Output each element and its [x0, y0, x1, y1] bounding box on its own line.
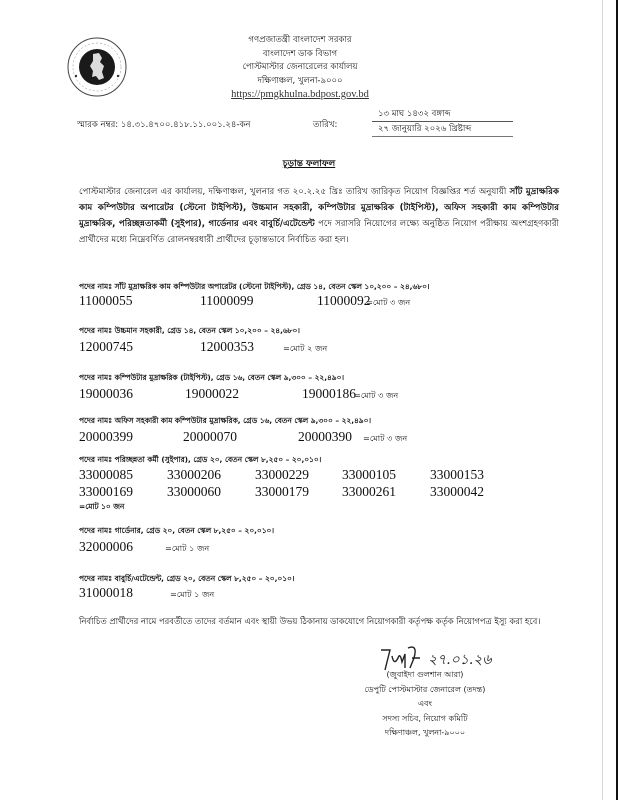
memo-reference: স্মারক নম্বর: ১৪.৩১.৪৭০০.৪১৮.১১.০০১.২৪-কন	[77, 120, 251, 130]
roll-number: 19000036	[79, 386, 133, 401]
roll-number: 19000186	[302, 386, 356, 401]
roll-number: 31000018	[79, 585, 133, 600]
letterhead-line-office: পোস্টমাস্টার জেনারেলের কার্যালয়	[242, 62, 358, 72]
roll-number: 12000745	[79, 339, 133, 354]
roll-number: 33000105	[342, 467, 396, 482]
roll-number: 12000353	[200, 339, 254, 354]
post-heading-office-assistant: পদের নামঃ অফিস সহকারী কাম কম্পিউটার মুদ্রাক্ষরিক, গ্রেড ১৬, বেতন স্কেল ৯,৩০০ – ২২,৪৯০।	[79, 416, 372, 425]
post-total: =মোট ১ জন	[165, 543, 210, 553]
signature-block	[340, 668, 510, 741]
intro-text-2: পদে সরাসরি নিয়োগের লক্ষ্যে অনুষ্ঠিত নিয়োগ পরীক্ষায় অংশগ্রহণকারী প্রার্থীদের মধ্যে নিম্নেবর্ণিত রোলনম্বরধারী প্রার্থীদের চূড়ান্তভাবে নির্বাচিত করা হল।	[79, 219, 560, 245]
roll-number: 11000099	[200, 293, 254, 308]
title-text: চূড়ান্ত ফলাফল	[282, 159, 336, 169]
roll-number: 33000169	[79, 484, 133, 499]
post-heading-sweeper: পদের নামঃ পরিচ্ছন্নতা কর্মী (সুইপার), গ্রেড ২০, বেতন স্কেল ৮,২৫০ – ২০,০১০।	[79, 455, 322, 464]
roll-number: 33000085	[79, 467, 133, 482]
government-seal-icon	[66, 36, 128, 98]
roll-number: 33000179	[255, 484, 309, 499]
document-title	[0, 156, 618, 171]
roll-number: 33000060	[167, 484, 221, 499]
roll-number: 11000055	[79, 293, 133, 308]
letterhead-line-government: গণপ্রজাতন্ত্রী বাংলাদেশ সরকার	[248, 35, 352, 45]
website-link[interactable]: https://pmgkhulna.bdpost.gov.bd	[231, 89, 369, 100]
roll-number: 19000022	[185, 386, 239, 401]
roll-number: 32000006	[79, 539, 133, 554]
post-heading-upper-assistant: পদের নামঃ উচ্চমান সহকারী, গ্রেড ১৪, বেতন স্কেল ১০,২০০ – ২৪,৬৮০।	[79, 326, 300, 335]
closing-paragraph: নির্বাচিত প্রার্থীদের নামে পরবর্তীতে তাদের বর্তমান এবং স্থায়ী উভয় ঠিকানায় ডাকযোগে নিয়োগকারী কর্তৃপক্ষ কর্তৃক নিয়োগপত্র ইস্যু করা হবে।	[79, 616, 541, 626]
roll-number: 33000229	[255, 467, 309, 482]
letterhead	[150, 34, 450, 102]
post-heading-typist: পদের নামঃ কম্পিউটার মুদ্রাক্ষরিক (টাইপিস্ট), গ্রেড ১৬, বেতন স্কেল ৯,৩০০ – ২২,৪৯০।	[79, 373, 345, 382]
signature-date: ২৭.০১.২৬	[428, 652, 492, 668]
roll-number: 33000261	[342, 484, 396, 499]
page-edge-line	[602, 0, 603, 800]
post-total: =মোট ৩ জন	[354, 390, 399, 400]
post-heading-gardener: পদের নামঃ গার্ডেনার, গ্রেড ২০, বেতন স্কেল ৮,২৫০ – ২০,০১০।	[79, 526, 274, 535]
date-bangla: ১৩ মাঘ ১৪৩২ বঙ্গাব্দ	[372, 108, 513, 122]
post-heading-cook-attendant: পদের নামঃ বাবুর্চি/এটেন্ডেন্ট, গ্রেড ২০, বেতন স্কেল ৮,২৫০ – ২০,০১০।	[79, 574, 295, 583]
post-total: =মোট ৩ জন	[366, 297, 411, 307]
intro-posts-bold: সাঁট মুদ্রাক্ষরিক কাম কম্পিউটার অপারেটর (স্টেনো টাইপিস্ট), উচ্চমান সহকারী, কম্পিউটার মুদ্রাক্ষরিক (টাইপিস্ট), অফিস সহকারী কাম কম্পিউটার মুদ্রাক্ষরিক, পরিচ্ছন্নতাকর্মী (সুইপার), গার্ডেনার এবং বাবুর্চি/এটেন্ডেন্ট	[79, 187, 559, 229]
roll-number: 20000070	[183, 429, 237, 444]
roll-number: 33000042	[430, 484, 484, 499]
roll-number: 33000206	[167, 467, 221, 482]
intro-text-1: পোস্টমাস্টার জেনারেল এর কার্যালয়, দক্ষিণাঞ্চল, খুলনার গত ২০.২.২৫ খ্রিঃ তারিখ জারিকৃত নিয়োগ বিজ্ঞপ্তির শর্ত অনুযায়ী	[79, 187, 510, 197]
roll-number: 33000153	[430, 467, 484, 482]
signatory-designation: ডেপুটি পোস্টমাস্টার জেনারেল (তদন্ত)	[364, 684, 486, 694]
post-heading-steno: পদের নামঃ সাঁট মুদ্রাক্ষরিক কাম কম্পিউটার অপারেটর (স্টেনো টাইপিস্ট), গ্রেড ১৪, বেতন স্কেল ১০,২০০ – ২৪,৬৮০।	[79, 282, 430, 291]
signatory-role: সদস্য সচিব, নিয়োগ কমিটি	[382, 713, 468, 723]
signatory-conjunction: এবং	[418, 699, 432, 708]
signatory-location: দক্ষিণাঞ্চল, খুলনা-৯০০০	[384, 728, 466, 737]
roll-number: 20000399	[79, 429, 133, 444]
post-total: =মোট ২ জন	[283, 343, 328, 353]
intro-paragraph	[79, 184, 559, 248]
signatory-name: (জুবাইদা গুলশান আরা)	[386, 670, 464, 679]
post-total: =মোট ১০ জন	[79, 502, 125, 511]
date-label: তারিখ:	[313, 120, 338, 130]
letterhead-line-department: বাংলাদেশ ডাক বিভাগ	[262, 48, 338, 59]
post-total: =মোট ১ জন	[170, 589, 215, 599]
roll-number: 20000390	[298, 429, 352, 444]
date-gregorian: ২৭ জানুয়ারি ২০২৬ খ্রিষ্টাব্দ	[372, 123, 513, 137]
letterhead-line-address: দক্ষিণাঞ্চল, খুলনা-৯০০০	[257, 75, 343, 86]
roll-number: 11000092	[317, 293, 371, 308]
post-total: =মোট ৩ জন	[363, 433, 408, 443]
